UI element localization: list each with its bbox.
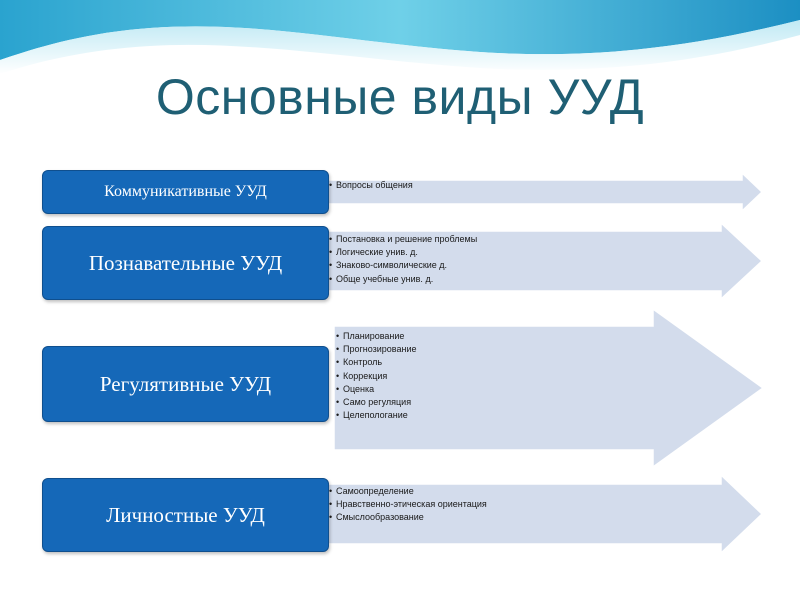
list-communicative (329, 179, 413, 192)
list-item: • Само регуляция (336, 396, 417, 409)
list-item: • Целепологание (336, 409, 417, 422)
box-label-personal: Личностные УУД (106, 502, 265, 527)
list-item: • Постановка и решение проблемы (329, 233, 477, 246)
list-item: • Коррекция (336, 370, 417, 383)
list-item: • Контроль (336, 356, 417, 369)
list-item: • Самоопределение (329, 485, 487, 498)
box-label-cognitive: Познавательные УУД (88, 250, 283, 275)
list-item: • Знаково-символические д. (329, 259, 477, 272)
list-item: • Вопросы общения (329, 179, 413, 192)
list-item: • Смыслообразование (329, 511, 487, 524)
box-label-communicative: Коммуникативные УУД (104, 183, 267, 200)
list-item: • Планирование (336, 330, 417, 343)
box-personal (42, 478, 329, 552)
box-label-regulatory: Регулятивные УУД (99, 371, 272, 396)
box-communicative (42, 170, 329, 214)
list-item: • Оценка (336, 383, 417, 396)
box-regulatory (42, 346, 329, 422)
list-item: • Нравственно-этическая ориентация (329, 498, 487, 511)
list-item: • Логические унив. д. (329, 246, 477, 259)
box-cognitive (42, 226, 329, 300)
list-cognitive (329, 233, 477, 286)
list-regulatory (336, 330, 417, 422)
page-title: Основные виды УУД (155, 69, 645, 125)
list-item: • Прогнозирование (336, 343, 417, 356)
list-item: • Обще учебные унив. д. (329, 273, 477, 286)
list-personal (329, 485, 487, 525)
